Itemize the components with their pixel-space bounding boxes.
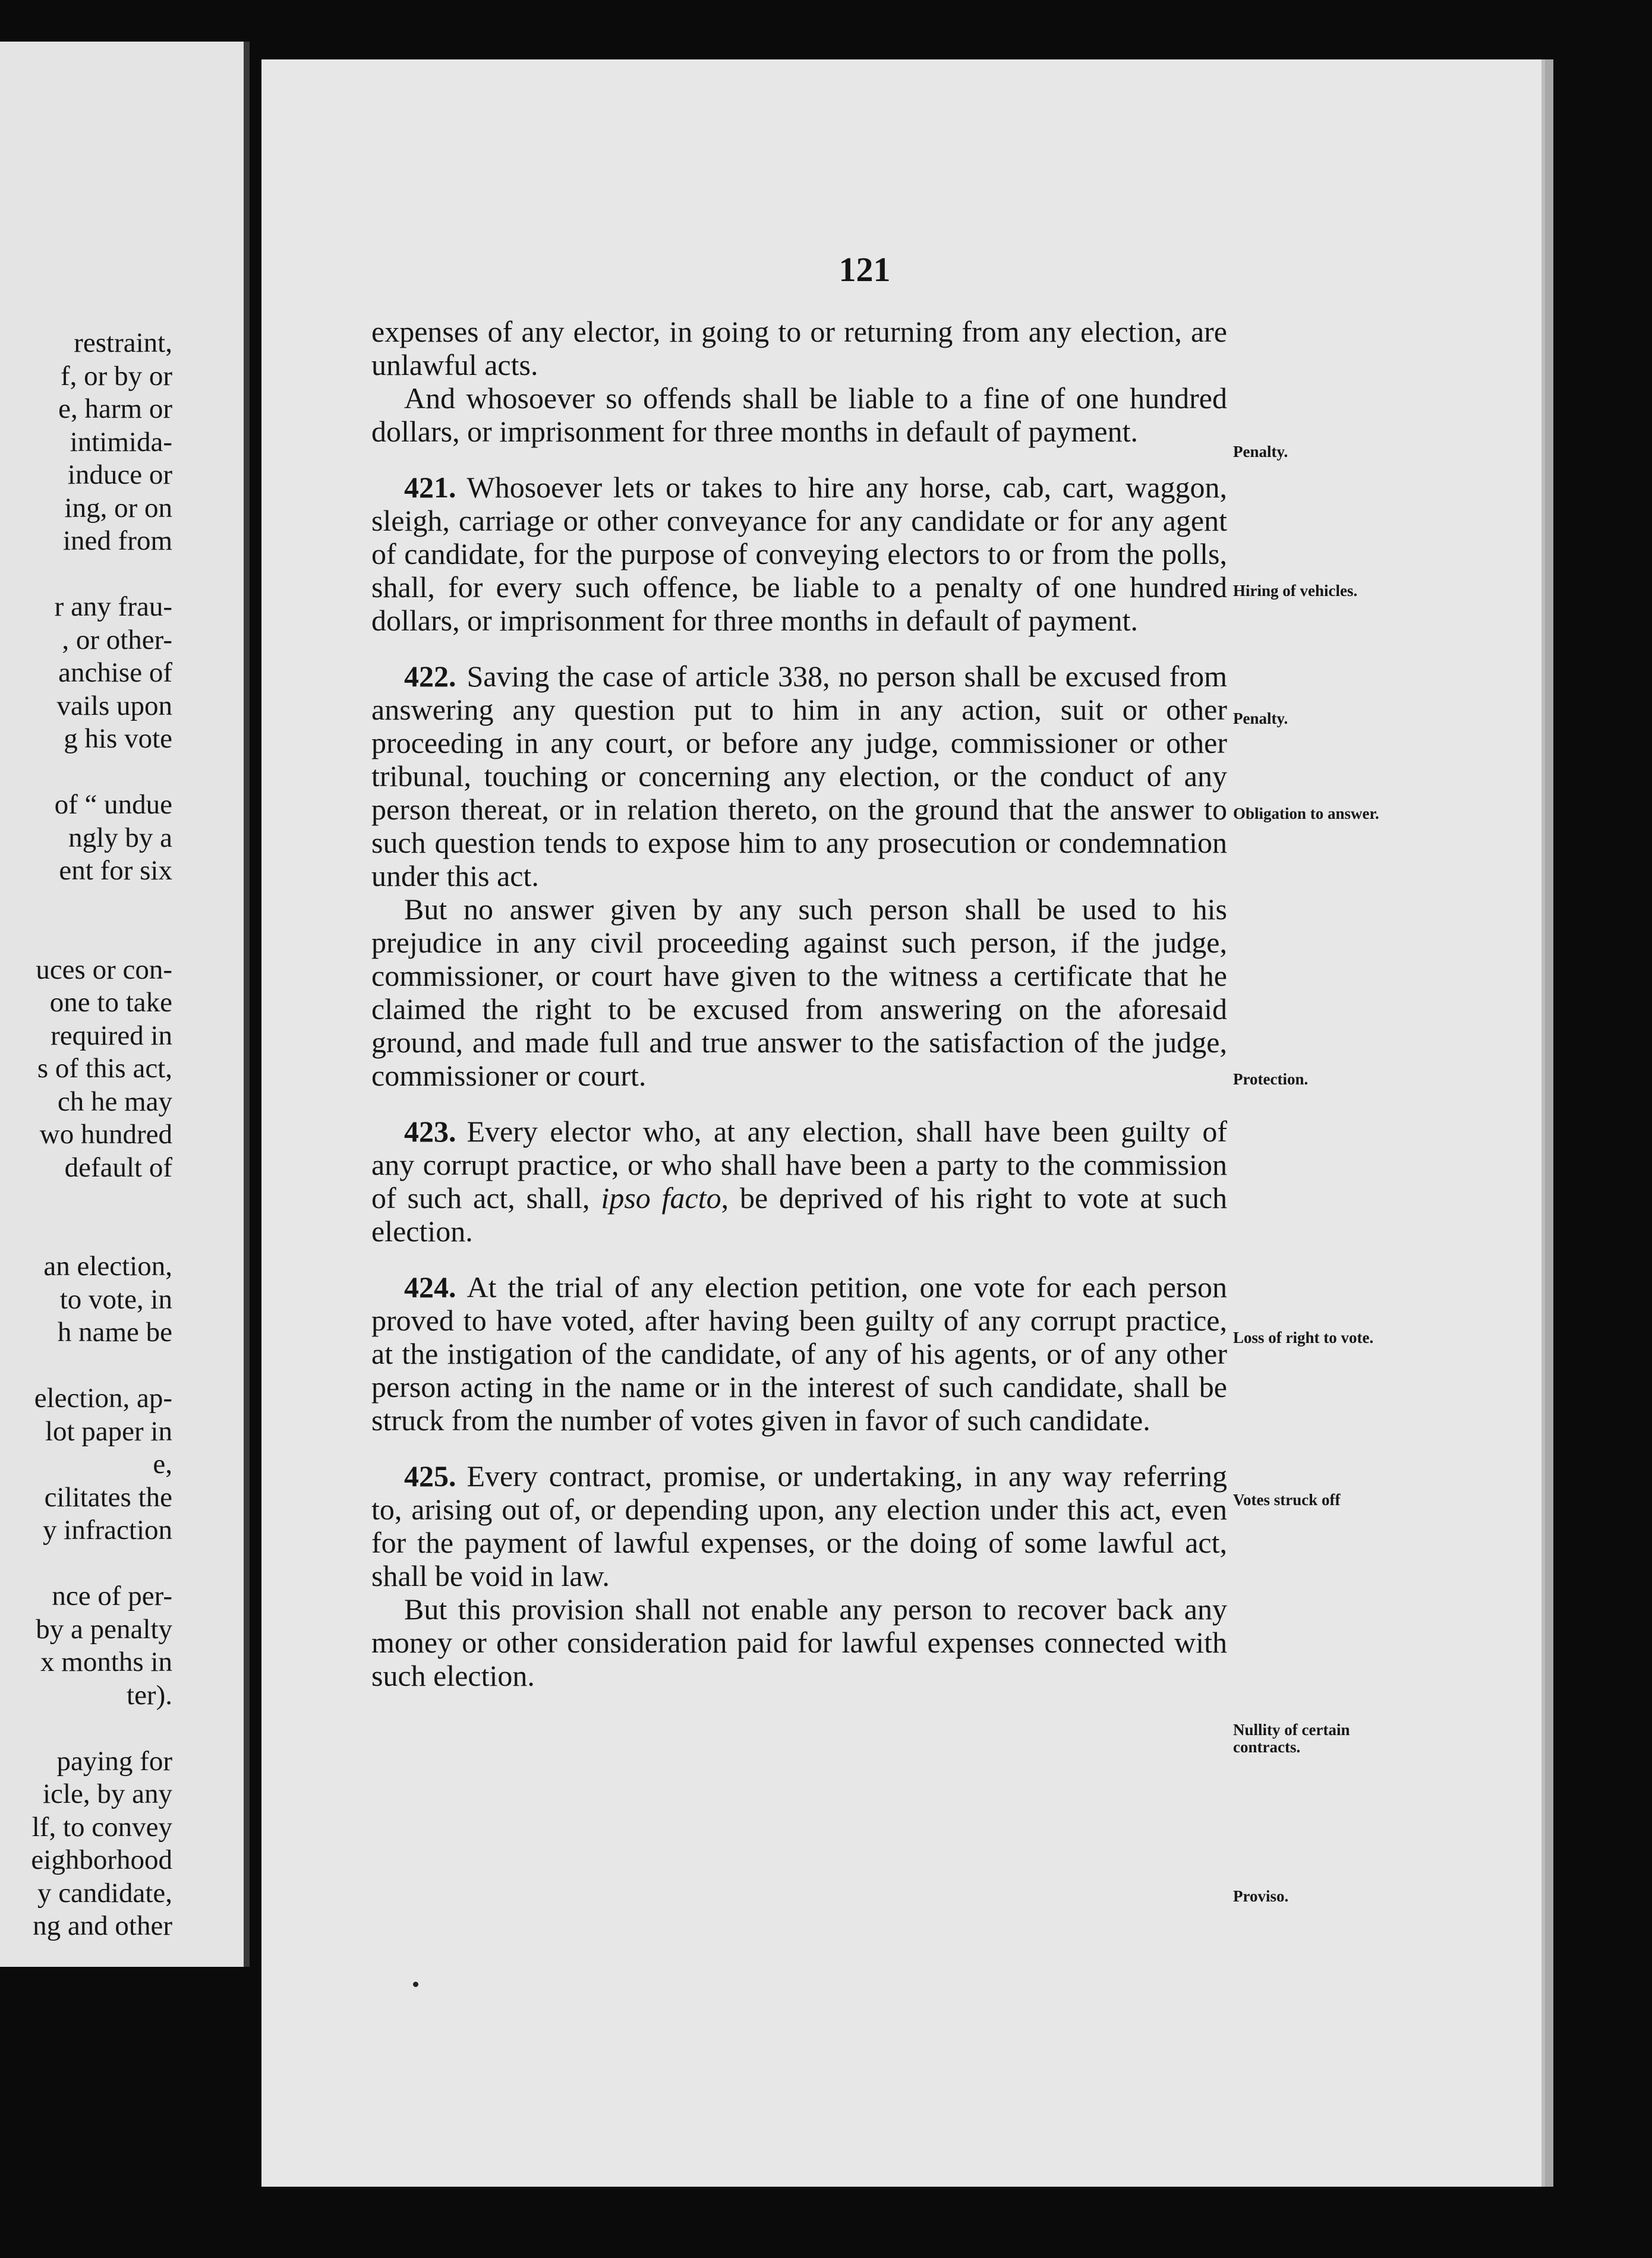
facing-page-line: by a penalty — [36, 1613, 172, 1645]
paragraph-text: And whosoever so offends shall be liable to a fine of one hundred dollars, or imprisonment for three months in default of payment. — [371, 381, 1227, 448]
paragraph — [371, 893, 1227, 1092]
margin-note-penalty: Penalty. — [1233, 443, 1288, 461]
paragraph — [371, 381, 1227, 448]
paragraph — [371, 315, 1227, 381]
facing-page-line: vails upon — [56, 690, 172, 721]
paragraph-gap — [371, 1437, 1227, 1459]
facing-page-line: y candidate, — [37, 1877, 172, 1909]
facing-page-line: nce of per- — [52, 1581, 172, 1611]
facing-page-line: election, ap- — [34, 1383, 172, 1414]
facing-page-line: x months in — [40, 1647, 172, 1677]
margin-note-votes-struck-off: Votes struck off — [1233, 1491, 1341, 1509]
facing-page-line: ing, or on — [64, 492, 172, 523]
paragraph-gap — [371, 448, 1227, 471]
facing-page-line: lf, to convey — [31, 1811, 172, 1843]
paragraph-text: At the trial of any election petition, one vote for each person proved to have voted, after having been guilty of any corrupt practice, at the instigation of the candidate, of any of his agents, or of any other person acting in the name or in the interest of such candidate, shall be struck from the number of votes given in favor of such candidate. — [371, 1270, 1227, 1437]
section-paragraph — [371, 1115, 1227, 1248]
facing-page-line: induce or — [67, 459, 172, 490]
paragraph-gap — [371, 1092, 1227, 1115]
facing-page-fragment — [0, 42, 250, 1967]
margin-note-hiring-of-vehicles: Hiring of vehicles. — [1233, 582, 1358, 600]
section-paragraph — [371, 1270, 1227, 1437]
paragraph-text: Saving the case of article 338, no person shall be excused from answering any question put to him in any action, suit or other proceeding in any court, or before any judge, commissioner or other tribunal, touching or concerning any election, or the conduct of any person thereat, or in relation thereto, on the ground that the answer to such question tends to expose him to any prosecution or condemnation under this act. — [371, 660, 1227, 893]
facing-page-line: ined from — [62, 525, 172, 556]
facing-page-line: of “ undue — [54, 789, 172, 820]
facing-page-line: e, — [153, 1449, 172, 1480]
paragraph — [371, 1592, 1227, 1692]
facing-page-line: icle, by any — [43, 1778, 172, 1809]
ink-speck — [413, 1982, 418, 1987]
facing-page-line: anchise of — [58, 657, 172, 688]
facing-page-line: e, harm or — [58, 393, 172, 424]
facing-page-line: default of — [64, 1152, 172, 1183]
facing-page-line: one to take — [49, 987, 172, 1018]
paragraph-gap — [371, 1248, 1227, 1270]
margin-note-obligation: Obligation to answer. — [1233, 805, 1379, 822]
facing-page-line: ch he may — [57, 1086, 172, 1117]
section-paragraph — [371, 660, 1227, 893]
facing-page-line: f, or by or — [61, 360, 172, 392]
facing-page-line: ter). — [127, 1679, 172, 1711]
paragraph-text: Every contract, promise, or undertaking, in any way referring to, arising out of, or depending upon, any election under this act, even for the payment of lawful expenses, or the doing of some lawful act, shall be void in law. — [371, 1459, 1227, 1592]
paragraph-text: Every elector who, at any election, shall have been guilty of any corrupt practice, or who shall have been a party to the commission of such act, shall, ipso facto, be deprived of his right to vote at such election. — [371, 1115, 1228, 1248]
facing-page-line: h name be — [57, 1317, 172, 1348]
margin-note-loss-of-right: Loss of right to vote. — [1233, 1329, 1374, 1346]
section-number: 423. — [404, 1115, 456, 1148]
section-paragraph — [371, 471, 1227, 637]
facing-page-line: g his vote — [64, 723, 172, 754]
facing-page-line: restraint, — [74, 327, 172, 358]
section-number: 421. — [404, 471, 456, 504]
facing-page-line: r any frau- — [54, 591, 172, 622]
margin-note-proviso: Proviso. — [1233, 1887, 1289, 1905]
facing-page-line: ent for six — [59, 855, 172, 886]
facing-page-line: required in — [51, 1020, 172, 1051]
margin-note-penalty-2: Penalty. — [1233, 709, 1288, 727]
book-page — [261, 59, 1545, 2187]
facing-page-line: eighborhood — [31, 1844, 172, 1875]
section-paragraph — [371, 1459, 1227, 1592]
body-text — [371, 315, 1227, 1692]
paragraph-text: But no answer given by any such person shall be used to his prejudice in any civil proceeding against such person, if the judge, commissioner, or court have given to the witness a certificate that he claimed the right to be excused from answering on the aforesaid ground, and made full and true answer to the satisfaction of the judge, commissioner or court. — [371, 893, 1227, 1092]
paragraph-text: expenses of any elector, in going to or returning from any election, are unlawful acts. — [371, 315, 1227, 381]
facing-page-line: y infraction — [43, 1515, 172, 1546]
margin-note-protection: Protection. — [1233, 1070, 1309, 1088]
facing-page-line: paying for — [56, 1745, 172, 1777]
facing-page-line: uces or con- — [36, 954, 172, 985]
facing-page-line: an election, — [43, 1251, 172, 1282]
margin-note-nullity: Nullity of certain contracts. — [1233, 1721, 1350, 1756]
section-number: 422. — [404, 660, 456, 693]
facing-page-line: lot paper in — [45, 1415, 172, 1447]
section-number: 424. — [404, 1270, 456, 1304]
page-number: 121 — [838, 250, 891, 289]
facing-page-line: intimida- — [70, 426, 172, 458]
facing-page-line: wo hundred — [39, 1119, 172, 1150]
facing-page-line: cilitates the — [44, 1481, 172, 1513]
facing-page-line: s of this act, — [37, 1053, 172, 1084]
section-number: 425. — [404, 1459, 456, 1493]
paragraph-gap — [371, 637, 1227, 660]
facing-page-line: ng and other — [33, 1910, 172, 1941]
paragraph-text: Whosoever lets or takes to hire any horse, cab, cart, waggon, sleigh, carriage or other conveyance for any candidate or for any agent of candidate, for the purpose of conveying electors to or from the polls, shall, for every such offence, be liable to a penalty of one hundred dollars, or imprisonment for three months in default of payment. — [371, 471, 1227, 637]
facing-page-line: to vote, in — [59, 1283, 172, 1315]
facing-page-line: , or other- — [62, 624, 172, 655]
paragraph-text: But this provision shall not enable any person to recover back any money or other consideration paid for lawful expenses connected with such election. — [371, 1592, 1227, 1692]
facing-page-line: ngly by a — [68, 822, 172, 853]
